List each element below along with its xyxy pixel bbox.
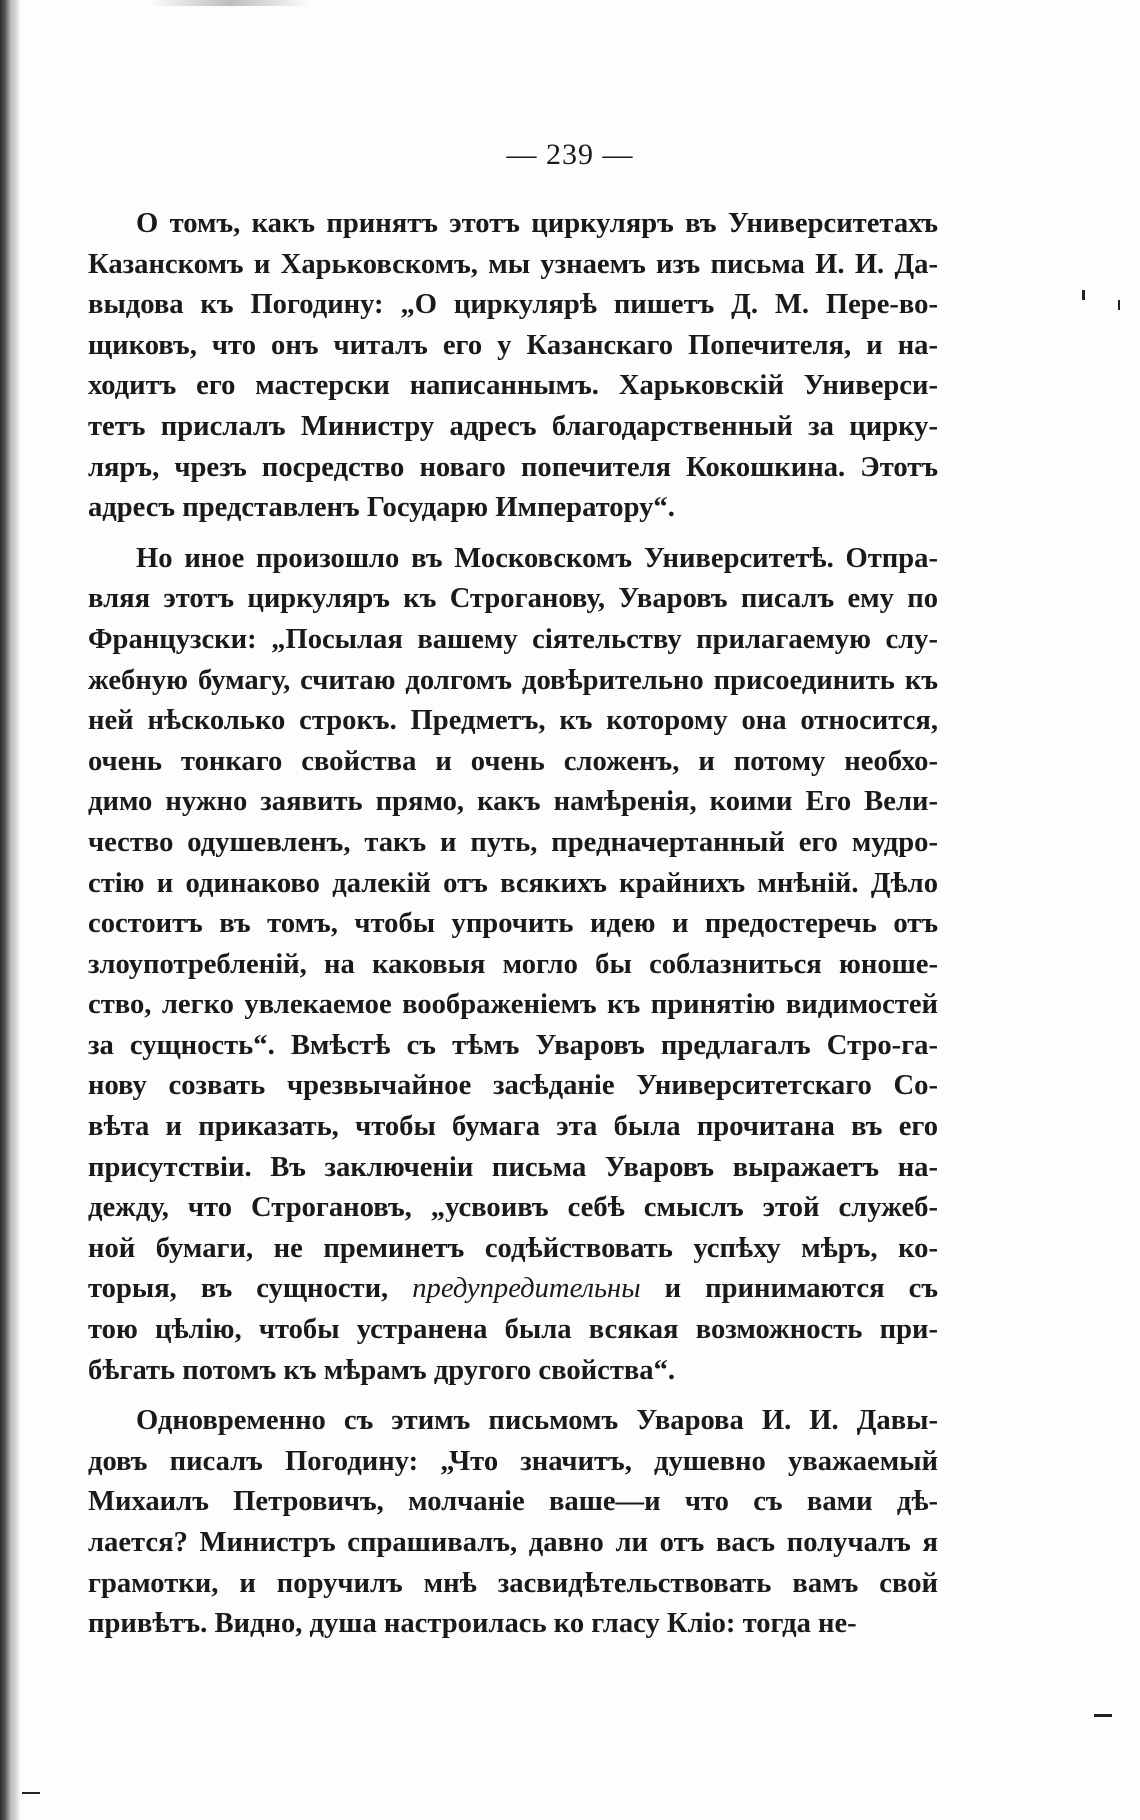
- scan-mark: [1082, 290, 1085, 300]
- text-line: ной бумаги, не преминетъ содѣйствовать успѣху мѣръ, ко-: [88, 1232, 938, 1264]
- text-line: адресъ представленъ Государю Императору“.: [88, 492, 675, 524]
- book-binding-gradient: [12, 0, 20, 1820]
- page-number: — 239 —: [506, 138, 634, 171]
- text-line: Казанскомъ и Харьковскомъ, мы узнаемъ изъ письма И. И. Да-: [88, 248, 938, 280]
- text-line: торыя, въ сущности, предупредительны и принимаются съ: [88, 1273, 938, 1305]
- text-line: О томъ, какъ принятъ этотъ циркуляръ въ Университетахъ: [136, 208, 938, 239]
- text-line: за сущность“. Вмѣстѣ съ тѣмъ Уваровъ предлагалъ Стро-га-: [88, 1029, 938, 1061]
- text-line: Но иное произошло въ Московскомъ Университетѣ. Отпра-: [136, 542, 938, 574]
- text-line: выдова къ Погодину: „О циркулярѣ пишетъ Д. М. Пере-во-: [88, 289, 938, 321]
- scan-mark: [1094, 1714, 1112, 1717]
- text-line: щиковъ, что онъ читалъ его у Казанскаго Попечителя, и на-: [88, 329, 938, 361]
- text-line: тою цѣлію, чтобы устранена была всякая возможность при-: [88, 1314, 938, 1346]
- text-line: Французски: „Посылая вашему сіятельству прилагаемую слу-: [88, 623, 938, 655]
- paragraph-gap: [88, 1391, 938, 1401]
- scan-smudge: [150, 0, 310, 6]
- text-line: состоитъ въ томъ, чтобы упрочить идею и предостеречь отъ: [88, 908, 938, 940]
- text-line: тетъ прислалъ Министру адресъ благодарственный за цирку-: [88, 410, 938, 442]
- text-line: привѣтъ. Видно, душа настроилась ко гласу Кліо: тогда не-: [88, 1608, 857, 1640]
- text-line: довъ писалъ Погодину: „Что значитъ, душевно уважаемый: [88, 1445, 938, 1477]
- text-line: злоупотребленій, на каковыя могло бы соблазниться юноше-: [88, 948, 938, 980]
- text-line: нову созвать чрезвычайное засѣданіе Университетскаго Со-: [88, 1070, 938, 1102]
- text-line: димо нужно заявить прямо, какъ намѣренія, коими Его Вели-: [88, 786, 938, 818]
- text-line: вляя этотъ циркуляръ къ Строганову, Уваровъ писалъ ему по: [88, 583, 938, 615]
- body-text: [88, 204, 938, 1645]
- text-line: очень тонкаго свойства и очень сложенъ, и потому необхо-: [88, 745, 938, 777]
- paragraph-gap: [88, 529, 938, 539]
- text-line: ходитъ его мастерски написаннымъ. Харьковскій Универси-: [88, 370, 938, 402]
- text-line: дежду, что Строгановъ, „усвоивъ себѣ смыслъ этой служеб-: [88, 1192, 938, 1224]
- text-line: ней нѣсколько строкъ. Предметъ, къ которому она относится,: [88, 705, 938, 737]
- italic-phrase: предупредительны: [412, 1273, 641, 1305]
- text-line: вѣта и приказать, чтобы бумага эта была прочитана въ его: [88, 1111, 938, 1143]
- text-line: жебную бумагу, считаю долгомъ довѣрительно присоединить къ: [88, 664, 938, 696]
- text-line: ство, легко увлекаемое воображеніемъ къ принятію видимостей: [88, 989, 938, 1021]
- text-line: чество одушевленъ, такъ и путь, предначертанный его мудро-: [88, 826, 938, 858]
- paragraph: [88, 204, 938, 529]
- book-binding-shadow: [0, 0, 12, 1820]
- scan-mark: [22, 1792, 40, 1794]
- text-line: бѣгать потомъ къ мѣрамъ другого свойства“.: [88, 1354, 676, 1386]
- text-line: лается? Министръ спрашивалъ, давно ли отъ васъ получалъ я: [88, 1527, 938, 1558]
- text-line: стію и одинаково далекій отъ всякихъ крайнихъ мнѣній. Дѣло: [88, 867, 938, 899]
- paragraph: [88, 1401, 938, 1645]
- text-line: ляръ, чрезъ посредство новаго попечителя Кокошкина. Этотъ: [88, 451, 938, 483]
- text-line: Одновременно съ этимъ письмомъ Уварова И. И. Давы-: [136, 1405, 938, 1437]
- paragraph: [88, 539, 938, 1391]
- text-line: присутствіи. Въ заключеніи письма Уваровъ выражаетъ на-: [88, 1151, 938, 1183]
- text-line: Михаилъ Петровичъ, молчаніе ваше—и что съ вами дѣ-: [88, 1486, 938, 1518]
- scan-mark: [1118, 300, 1120, 310]
- text-line: грамотки, и поручилъ мнѣ засвидѣтельствовать вамъ свой: [88, 1567, 938, 1599]
